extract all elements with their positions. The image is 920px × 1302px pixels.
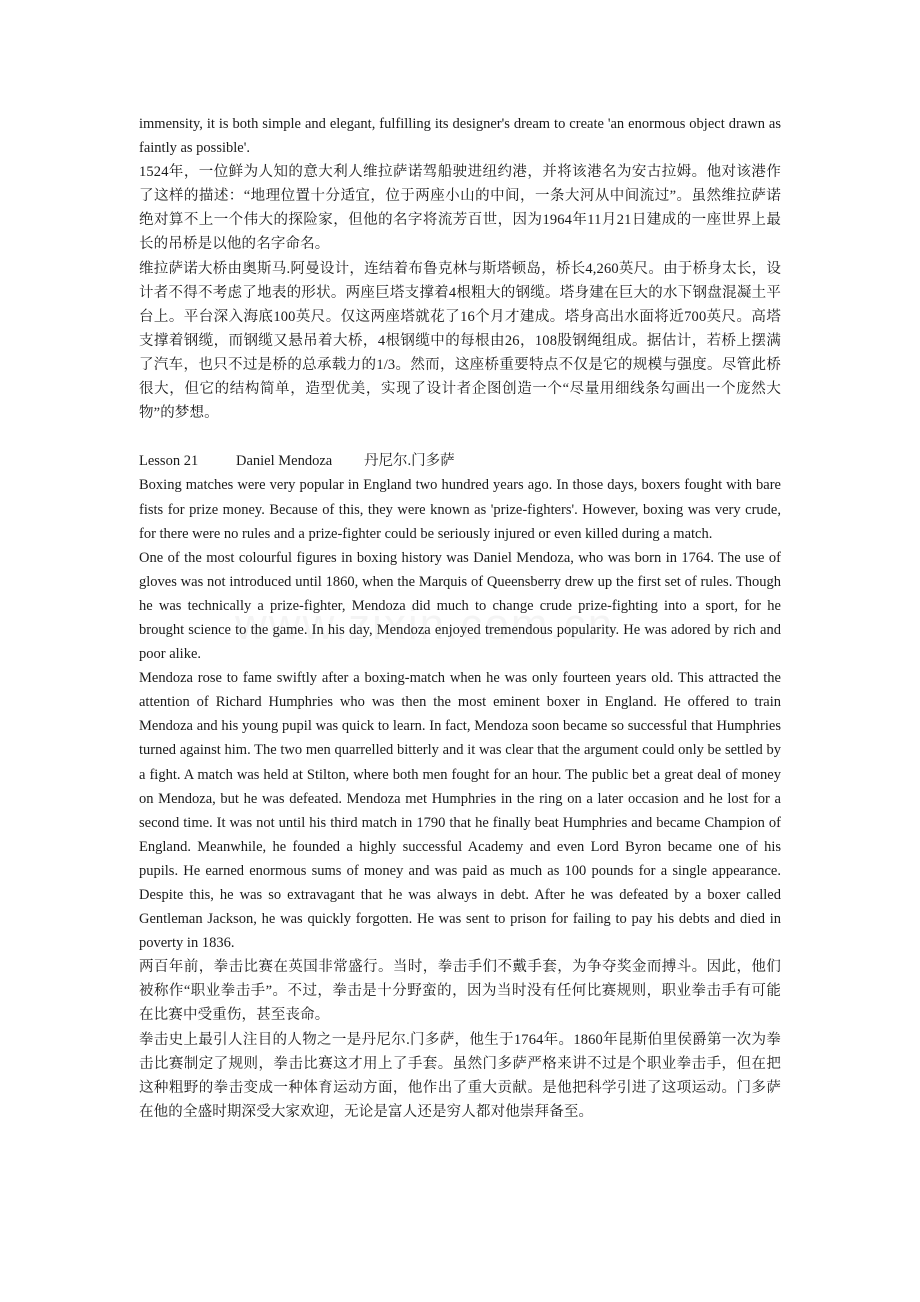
lesson-number: Lesson 21 [139,453,199,470]
english-paragraph: One of the most colourful figures in boxing history was Daniel Mendoza, who was born in 1764. The use of gloves was not introduced until 1860, when the Marquis of Queensberry drew up the first set of rules. Though he was technically a prize-fighter, Mendoza did much to change crude prize-fighting into a sport, for he brought science to the game. In his day, Mendoza enjoyed tremendous popularity. He was adored by rich and poor alike. [139,549,781,663]
english-paragraph: Boxing matches were very popular in England two hundred years ago. In those days, boxers fought with bare fists for prize money. Because of this, they were known as 'prize-fighters'. However, boxing was very crude, for there were no rules and a prize-fighter could be seriously injured or even killed during a match. [139,477,781,542]
lesson-heading [139,449,781,473]
chinese-paragraph: 维拉萨诺大桥由奥斯马.阿曼设计，连结着布鲁克林与斯塔顿岛，桥长4,260英尺。由于桥身太长，设计者不得不考虑了地表的形状。两座巨塔支撑着4根粗大的钢缆。塔身建在巨大的水下钢盘混凝土平台上。平台深入海底100英尺。仅这两座塔就花了16个月才建成。塔身高出水面将近700英尺。高塔支撑着钢缆，而钢缆又悬吊着大桥，4根钢缆中的每根由26，108股钢绳组成。据估计，若桥上摆满了汽车，也只不过是桥的总承载力的1/3。然而，这座桥重要特点不仅是它的规模与强度。尽管此桥很大，但它的结构简单，造型优美，实现了设计者企图创造一个“尽量用细线条勾画出一个庞然大物”的梦想。 [139,260,781,422]
chinese-paragraph: 1524年，一位鲜为人知的意大利人维拉萨诺驾船驶进纽约港，并将该港名为安古拉姆。他对该港作了这样的描述：“地理位置十分适宜，位于两座小山的中间，一条大河从中间流过”。虽然维拉萨诺绝对算不上一个伟大的探险家，但他的名字将流芳百世，因为1964年11月21日建成的一座世界上最长的吊桥是以他的名字命名。 [139,164,781,253]
chinese-paragraph: 两百年前，拳击比赛在英国非常盛行。当时，拳击手们不戴手套，为争夺奖金而搏斗。因此，他们被称作“职业拳击手”。不过，拳击是十分野蛮的，因为当时没有任何比赛规则，职业拳击手有可能在比赛中受重伤，甚至丧命。 [139,959,781,1024]
chinese-paragraph: 拳击史上最引人注目的人物之一是丹尼尔.门多萨，他生于1764年。1860年昆斯伯里侯爵第一次为拳击比赛制定了规则，拳击比赛这才用上了手套。虽然门多萨严格来讲不过是个职业拳击手，但在把这种粗野的拳击变成一种体育运动方面，他作出了重大贡献。是他把科学引进了这项运动。门多萨在他的全盛时期深受大家欢迎，无论是富人还是穷人都对他崇拜备至。 [139,1031,781,1120]
lesson-title-chinese: 丹尼尔.门多萨 [364,453,455,470]
blank-line [139,425,781,449]
lesson-title-english: Daniel Mendoza [236,453,333,470]
english-paragraph: Mendoza rose to fame swiftly after a boxing-match when he was only fourteen years old. This attracted the attention of Richard Humphries who was then the most eminent boxer in England. He offered to train Mendoza and his young pupil was quick to learn. In fact, Mendoza soon became so successful that Humphries turned against him. The two men quarrelled bitterly and it was clear that the argument could only be settled by a fight. A match was held at Stilton, where both men fought for an hour. The public bet a great deal of money on Mendoza, but he was defeated. Mendoza met Humphries in the ring on a later occasion and he lost for a second time. It was not until his third match in 1790 that he finally beat Humphries and became Champion of England. Meanwhile, he founded a highly successful Academy and even Lord Byron became one of his pupils. He earned enormous sums of money and was paid as much as 100 pounds for a single appearance. Despite this, he was so extravagant that he was always in debt. After he was defeated by a boxer called Gentleman Jackson, he was quickly forgotten. He was sent to prison for failing to pay his debts and died in poverty in 1836. [139,670,781,952]
document-body [139,112,781,1124]
english-paragraph: immensity, it is both simple and elegant, fulfilling its designer's dream to create 'an enormous object drawn as faintly as possible'. [139,116,781,157]
